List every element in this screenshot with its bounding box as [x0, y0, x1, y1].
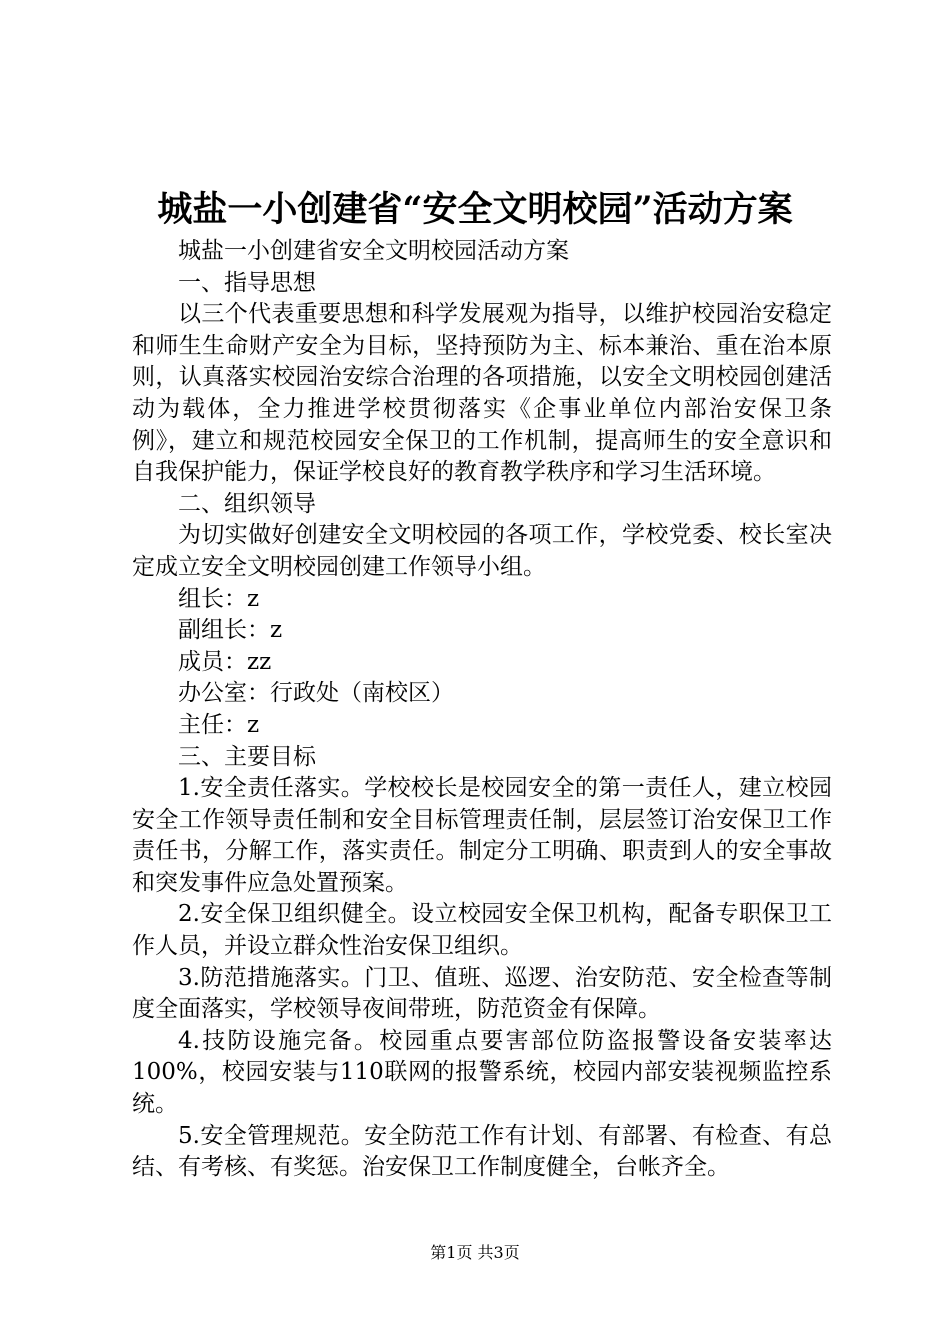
- section-heading: 三、主要目标: [178, 743, 316, 770]
- document-title: 城盐一小创建省“安全文明校园”活动方案: [157, 189, 793, 230]
- paragraph: 4.技防设施完备。校园重点要害部位防盗报警设备安装率达100%，校园安装与110联网的报警系统，校园内部安装视频监控系统。: [132, 1027, 832, 1118]
- paragraph: 以三个代表重要思想和科学发展观为指导，以维护校园治安稳定和师生生命财产安全为目标，坚持预防为主、标本兼治、重在治本原则，认真落实校园治安综合治理的各项措施，以安全文明校园创建活动为载体，全力推进学校贯彻落实《企事业单位内部治安保卫条例》，建立和规范校园安全保卫的工作机制，提高师生的安全意识和自我保护能力，保证学校良好的教育教学秩序和学习生活环境。: [132, 301, 832, 486]
- paragraph: 2.安全保卫组织健全。设立校园安全保卫机构，配备专职保卫工作人员，并设立群众性治安保卫组织。: [132, 901, 832, 960]
- document-body: [132, 236, 832, 1184]
- paragraph: 主任：z: [178, 711, 260, 738]
- paragraph: 组长：z: [178, 585, 260, 612]
- paragraph: 5.安全管理规范。安全防范工作有计划、有部署、有检查、有总结、有考核、有奖惩。治安保卫工作制度健全，台帐齐全。: [132, 1122, 832, 1181]
- paragraph: 1.安全责任落实。学校校长是校园安全的第一责任人，建立校园安全工作领导责任制和安全目标管理责任制，层层签订治安保卫工作责任书，分解工作，落实责任。制定分工明确、职责到人的安全事故和突发事件应急处置预案。: [132, 775, 832, 896]
- page-footer: 第1页 共3页: [430, 1243, 520, 1262]
- section-heading: 二、组织领导: [178, 490, 316, 517]
- paragraph: 成员：zz: [178, 648, 272, 675]
- paragraph: 为切实做好创建安全文明校园的各项工作，学校党委、校长室决定成立安全文明校园创建工作领导小组。: [132, 522, 832, 580]
- paragraph: 副组长：z: [178, 617, 283, 644]
- paragraph: 办公室：行政处（南校区）: [178, 680, 454, 707]
- section-heading: 一、指导思想: [178, 269, 316, 296]
- subtitle-paragraph: 城盐一小创建省安全文明校园活动方案: [178, 238, 569, 264]
- paragraph: 3.防范措施落实。门卫、值班、巡逻、治安防范、安全检查等制度全面落实，学校领导夜间带班，防范资金有保障。: [132, 964, 832, 1023]
